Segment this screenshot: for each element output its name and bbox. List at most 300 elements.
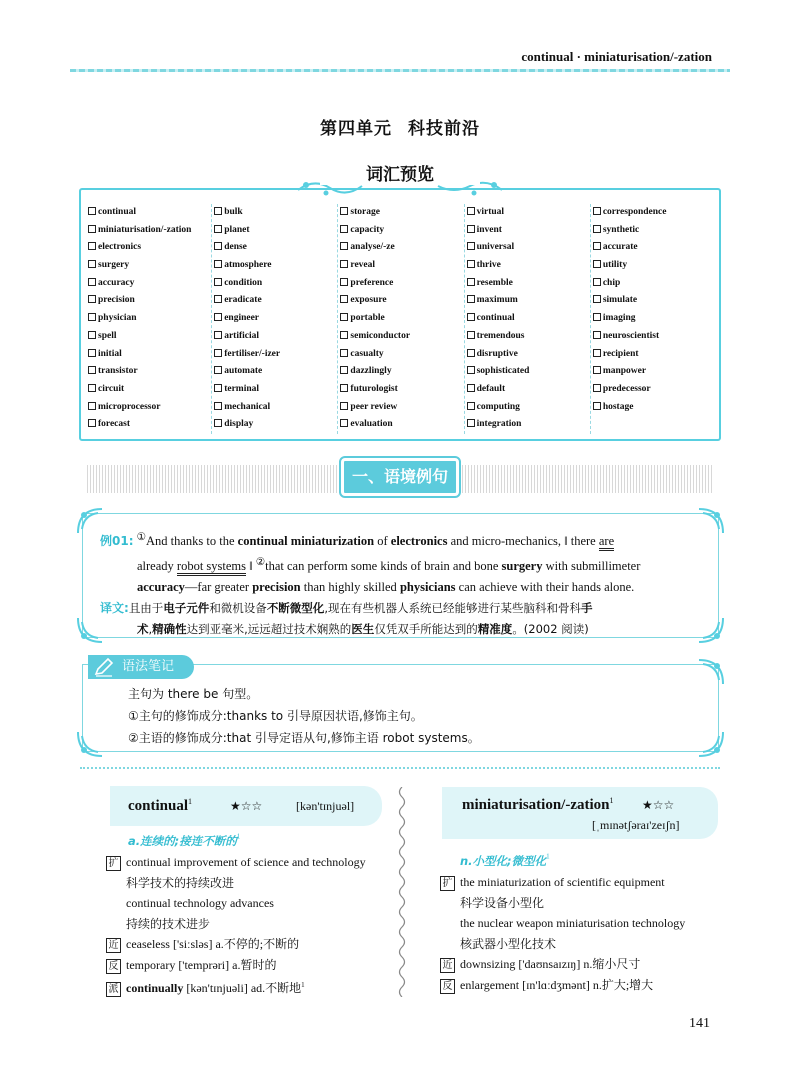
- vocab-item: [214, 239, 337, 257]
- checkbox-icon[interactable]: [593, 260, 601, 268]
- tag-extend: 扩: [106, 856, 121, 871]
- vocab-item: [593, 399, 716, 417]
- key-word: physicians: [399, 580, 456, 595]
- headword-text: continual: [128, 798, 189, 814]
- key-word: precision: [252, 580, 301, 595]
- underlined-subject: robot systems: [177, 559, 246, 576]
- headword-sup: 1: [188, 797, 193, 806]
- vocab-word: futurologist: [350, 383, 398, 394]
- vocab-item: [593, 328, 716, 346]
- vocab-item: [88, 381, 211, 399]
- entry-body-continual: [106, 852, 366, 999]
- vocab-item: [340, 292, 463, 310]
- vocab-word: predecessor: [602, 383, 651, 394]
- vocab-word: imaging: [602, 313, 636, 324]
- vocab-word: circuit: [98, 383, 125, 394]
- key-word: 电子元件: [163, 601, 210, 616]
- entry-header-continual: [110, 786, 382, 826]
- wavy-divider-icon: [396, 787, 408, 997]
- vocab-word: engineer: [224, 313, 260, 324]
- vocab-word: continual: [98, 207, 137, 217]
- vocab-item: [593, 292, 716, 310]
- vocab-item: [467, 257, 590, 275]
- checkbox-icon[interactable]: [593, 242, 601, 250]
- vocab-item: [467, 275, 590, 293]
- vocab-word: portable: [350, 313, 385, 324]
- vocab-item: [593, 222, 716, 240]
- tag-synonym: 近: [440, 958, 455, 973]
- checkbox-icon[interactable]: [467, 278, 475, 286]
- vocab-item: [214, 328, 337, 346]
- vocab-item: [214, 204, 337, 222]
- checkbox-icon[interactable]: [340, 242, 348, 250]
- checkbox-icon[interactable]: [88, 242, 96, 250]
- header-rule: [70, 69, 730, 72]
- vocab-item: [340, 399, 463, 417]
- vocab-word: evaluation: [350, 419, 393, 430]
- vocab-word: spell: [98, 330, 117, 341]
- checkbox-icon[interactable]: [593, 384, 601, 392]
- definition-text: n.小型化;微型化: [460, 854, 547, 868]
- vocab-column: [338, 204, 464, 434]
- checkbox-icon[interactable]: [88, 278, 96, 286]
- key-word: 医生: [351, 622, 375, 637]
- key-word: 精确性: [152, 622, 187, 637]
- vocab-item: [593, 257, 716, 275]
- unit-label: 第四单元: [320, 119, 392, 139]
- vocab-word: miniaturisation/-zation: [98, 224, 192, 235]
- vocab-item: [340, 239, 463, 257]
- vocab-item: [88, 239, 211, 257]
- vocab-item: [340, 204, 463, 222]
- vocab-word: chip: [602, 277, 621, 288]
- vocab-word: transistor: [98, 366, 138, 377]
- vocab-item: [88, 310, 211, 328]
- checkbox-icon[interactable]: [340, 313, 348, 321]
- vocab-item: [88, 222, 211, 240]
- checkbox-icon[interactable]: [88, 349, 96, 357]
- example-line-1: [100, 527, 640, 552]
- vocab-word: precision: [98, 295, 135, 306]
- vocab-word: dazzlingly: [350, 366, 392, 377]
- corner-ornament-icon: [697, 658, 725, 686]
- example-label: 例01:: [100, 534, 134, 549]
- text-frag: 达到亚毫米,远远超过技术娴熟的: [186, 622, 352, 637]
- vocab-word: maximum: [476, 295, 518, 306]
- vocab-item: [88, 346, 211, 364]
- checkbox-icon[interactable]: [467, 260, 475, 268]
- ext-translation: 持续的技术进步: [126, 916, 211, 931]
- vocab-word: semiconductor: [350, 330, 411, 341]
- vocab-item: [593, 204, 716, 222]
- vocab-word: planet: [224, 224, 250, 235]
- checkbox-icon[interactable]: [214, 419, 222, 427]
- derivative-sup: 1: [301, 981, 305, 989]
- key-phrase: continual miniaturization: [237, 534, 375, 549]
- checkbox-icon[interactable]: [340, 278, 348, 286]
- text-frag: 。(2002 阅读): [512, 622, 589, 637]
- tag-antonym: 反: [440, 979, 455, 994]
- checkbox-icon[interactable]: [467, 295, 475, 303]
- vocab-word: casualty: [350, 348, 384, 359]
- ext-phrase: the miniaturization of scientific equipment: [460, 875, 665, 889]
- vocab-word: storage: [350, 207, 380, 217]
- text-frag: 且由于: [128, 601, 164, 616]
- vocab-word: correspondence: [602, 207, 667, 217]
- vocab-word: manpower: [602, 366, 647, 377]
- corner-ornament-icon: [697, 616, 725, 644]
- vocab-item: [593, 239, 716, 257]
- running-header: continual · miniaturisation/-zation: [521, 49, 712, 64]
- checkbox-icon[interactable]: [88, 366, 96, 374]
- checkbox-icon[interactable]: [214, 313, 222, 321]
- vocab-item: [214, 292, 337, 310]
- vocab-item: [340, 381, 463, 399]
- vocab-word: synthetic: [602, 224, 640, 235]
- text-frag: 仅凭双手所能达到的: [374, 622, 478, 637]
- vocab-item: [467, 292, 590, 310]
- ext-phrase: the nuclear weapon miniaturisation technology: [460, 916, 686, 930]
- vocab-word: reveal: [350, 260, 376, 271]
- text-frag: than highly skilled: [300, 580, 400, 595]
- vocab-word: default: [476, 383, 506, 394]
- checkbox-icon[interactable]: [340, 402, 348, 410]
- vocab-word: eradicate: [224, 295, 262, 306]
- checkbox-icon[interactable]: [340, 419, 348, 427]
- checkbox-icon[interactable]: [340, 260, 348, 268]
- pencil-icon: [93, 657, 115, 677]
- section-divider: [80, 767, 720, 769]
- vocab-item: [214, 275, 337, 293]
- checkbox-icon[interactable]: [340, 225, 348, 233]
- section-title: 一、语境例句: [341, 458, 459, 496]
- checkbox-icon[interactable]: [88, 225, 96, 233]
- checkbox-icon[interactable]: [340, 384, 348, 392]
- grammar-line-1: 主句为 there be 句型。: [128, 687, 259, 701]
- key-word: 不断微型化: [266, 601, 325, 616]
- vocab-item: [467, 346, 590, 364]
- checkbox-icon[interactable]: [593, 207, 601, 215]
- text-frag: and micro-mechanics, ‖ there: [447, 534, 599, 549]
- tag-extend: 扩: [440, 876, 455, 891]
- checkbox-icon[interactable]: [88, 313, 96, 321]
- checkbox-icon[interactable]: [88, 260, 96, 268]
- vocab-word: virtual: [476, 207, 505, 217]
- text-frag: already: [137, 559, 177, 574]
- checkbox-icon[interactable]: [88, 331, 96, 339]
- corner-ornament-icon: [697, 507, 725, 535]
- checkbox-icon[interactable]: [214, 207, 222, 215]
- vocab-word: terminal: [224, 383, 260, 394]
- derivative-word: continually: [126, 981, 184, 995]
- vocab-item: [214, 399, 337, 417]
- vocab-item: [88, 363, 211, 381]
- synonym: ceaseless ['siːsləs] a.不停的;不断的: [126, 937, 300, 951]
- definition-sup: 1: [546, 852, 550, 861]
- checkbox-icon[interactable]: [593, 366, 601, 374]
- vocab-word: preference: [350, 277, 394, 288]
- checkbox-icon[interactable]: [214, 331, 222, 339]
- text-frag: ,现在有些机器人系统已经能够进行某些脑科和骨科: [324, 601, 581, 616]
- vocab-word: peer review: [350, 401, 398, 412]
- headword: [128, 797, 192, 815]
- entry-header-miniaturisation: [442, 787, 718, 839]
- antonym: enlargement [ɪn'lɑːdʒmənt] n.扩大;增大: [460, 977, 654, 992]
- checkbox-icon[interactable]: [214, 278, 222, 286]
- grammar-note-tab: 语法笔记: [88, 655, 194, 679]
- synonym: downsizing ['daʊnsaɪzɪŋ] n.缩小尺寸: [460, 957, 641, 971]
- unit-name: 科技前沿: [408, 119, 480, 139]
- vocab-word: invent: [476, 224, 502, 235]
- example-line-3: [100, 577, 640, 598]
- checkbox-icon[interactable]: [214, 242, 222, 250]
- checkbox-icon[interactable]: [88, 384, 96, 392]
- checkbox-icon[interactable]: [467, 366, 475, 374]
- vocab-item: [593, 346, 716, 364]
- vocab-item: [593, 363, 716, 381]
- key-word: surgery: [501, 559, 543, 574]
- vocab-word: initial: [98, 348, 122, 359]
- vocab-item: [88, 399, 211, 417]
- vocab-item: [340, 328, 463, 346]
- checkbox-icon[interactable]: [467, 242, 475, 250]
- checkbox-icon[interactable]: [467, 313, 475, 321]
- grammar-line-2: ①主句的修饰成分:thanks to 引导原因状语,修饰主句。: [128, 709, 423, 723]
- definition-text: a.连续的;接连不断的: [128, 834, 237, 848]
- vocab-word: accuracy: [98, 277, 135, 288]
- translation-label: 译文:: [100, 601, 129, 616]
- frequency-stars: ★☆☆: [642, 798, 675, 812]
- vocab-heading: 词汇预览: [320, 160, 480, 185]
- tag-derivative: 派: [106, 982, 121, 997]
- text-frag: ,: [148, 622, 153, 637]
- checkbox-icon[interactable]: [467, 349, 475, 357]
- vocab-word: forecast: [98, 419, 131, 430]
- checkbox-icon[interactable]: [340, 349, 348, 357]
- vocab-word: capacity: [350, 224, 385, 235]
- vocab-item: [214, 222, 337, 240]
- headword: [462, 796, 614, 814]
- vocab-item: [467, 416, 590, 434]
- vocab-item: [340, 363, 463, 381]
- vocab-word: utility: [602, 260, 628, 271]
- vocab-word: thrive: [476, 260, 501, 271]
- definition-miniaturisation: [460, 852, 550, 870]
- headword-text: miniaturisation/-zation: [462, 797, 610, 813]
- checkbox-icon[interactable]: [214, 225, 222, 233]
- vocab-item: [467, 363, 590, 381]
- vocab-item: [467, 328, 590, 346]
- text-frag: ‖: [246, 559, 256, 574]
- checkbox-icon[interactable]: [214, 349, 222, 357]
- vocab-column: [86, 204, 212, 434]
- checkbox-icon[interactable]: [467, 384, 475, 392]
- vocab-item: [467, 310, 590, 328]
- text-frag: —far greater: [184, 580, 253, 595]
- unit-title: [0, 114, 800, 139]
- checkbox-icon[interactable]: [88, 402, 96, 410]
- vocab-column: [591, 204, 716, 434]
- vocab-column: [212, 204, 338, 434]
- example-line-2: [100, 552, 640, 577]
- text-frag: 和微机设备: [209, 601, 267, 616]
- grammar-line-3: ②主语的修饰成分:that 引导定语从句,修饰主语 robot systems。: [128, 731, 480, 745]
- ext-phrase: continual technology advances: [126, 896, 274, 910]
- checkbox-icon[interactable]: [340, 366, 348, 374]
- example-block: [100, 527, 640, 640]
- checkbox-icon[interactable]: [214, 260, 222, 268]
- vocab-item: [214, 310, 337, 328]
- checkbox-icon[interactable]: [593, 349, 601, 357]
- vocab-word: accurate: [602, 242, 638, 253]
- key-word: electronics: [390, 534, 448, 549]
- vocab-word: sophisticated: [476, 366, 530, 377]
- vocab-column: [465, 204, 591, 434]
- vocab-word: artificial: [224, 330, 260, 341]
- checkbox-icon[interactable]: [593, 278, 601, 286]
- checkbox-icon[interactable]: [88, 295, 96, 303]
- checkbox-icon[interactable]: [467, 207, 475, 215]
- vocab-word: physician: [98, 313, 137, 324]
- vocab-word: recipient: [602, 348, 639, 359]
- checkbox-icon[interactable]: [340, 295, 348, 303]
- vocab-item: [340, 222, 463, 240]
- vocab-item: [88, 416, 211, 434]
- vocab-item: [340, 310, 463, 328]
- checkbox-icon[interactable]: [593, 225, 601, 233]
- vocab-item: [214, 416, 337, 434]
- vocab-item: [88, 204, 211, 222]
- text-frag: of: [374, 534, 391, 549]
- vocab-item: [214, 363, 337, 381]
- checkbox-icon[interactable]: [593, 295, 601, 303]
- vocab-item: [467, 381, 590, 399]
- vocab-item: [340, 346, 463, 364]
- marker-2: ②: [255, 557, 266, 569]
- vocab-word: simulate: [602, 295, 638, 306]
- vocab-word: integration: [476, 419, 522, 430]
- vocab-item: [467, 204, 590, 222]
- tag-synonym: 近: [106, 938, 121, 953]
- vocab-word: neuroscientist: [602, 330, 660, 341]
- vocab-word: automate: [224, 366, 263, 377]
- vocab-item: [593, 381, 716, 399]
- vocab-word: analyse/-ze: [350, 242, 395, 253]
- checkbox-icon[interactable]: [467, 225, 475, 233]
- vocab-word: exposure: [350, 295, 387, 306]
- vocab-item: [467, 399, 590, 417]
- vocab-item: [88, 328, 211, 346]
- vocab-item: [88, 292, 211, 310]
- vocab-word: electronics: [98, 242, 142, 253]
- vocab-word: disruptive: [476, 348, 518, 359]
- phonetic: [ˌmɪnətʃəraɪ'zeɪʃn]: [592, 818, 680, 832]
- vocab-item: [340, 257, 463, 275]
- ext-translation: 科学技术的持续改进: [126, 875, 235, 890]
- translation-line-1: [100, 598, 640, 619]
- entry-body-miniaturisation: [440, 872, 685, 995]
- checkbox-icon[interactable]: [88, 419, 96, 427]
- key-word: 精准度: [477, 622, 513, 637]
- vocab-word: continual: [476, 313, 515, 324]
- definition-continual: [128, 832, 240, 850]
- vocab-item: [214, 346, 337, 364]
- vocab-item: [214, 257, 337, 275]
- key-word: accuracy: [137, 580, 185, 595]
- checkbox-icon[interactable]: [467, 402, 475, 410]
- vocab-word: tremendous: [476, 330, 525, 341]
- vocab-item: [593, 275, 716, 293]
- key-word: 术: [137, 622, 149, 637]
- headword-sup: 1: [609, 796, 614, 805]
- text-frag: And thanks to the: [145, 534, 238, 549]
- corner-ornament-icon: [76, 730, 104, 758]
- vocab-item: [593, 310, 716, 328]
- vocab-word: surgery: [98, 260, 130, 271]
- vocab-word: display: [224, 419, 254, 430]
- ext-translation: 科学设备小型化: [460, 895, 545, 910]
- checkbox-icon[interactable]: [214, 402, 222, 410]
- vocab-word: universal: [476, 242, 515, 253]
- page-number: 141: [689, 1016, 710, 1031]
- derivative-detail: [kən'tɪnjuəli] ad.不断地: [183, 981, 302, 995]
- checkbox-icon[interactable]: [214, 366, 222, 374]
- ext-phrase: continual improvement of science and technology: [126, 855, 366, 869]
- vocab-word: condition: [224, 277, 263, 288]
- vocab-item: [467, 239, 590, 257]
- checkbox-icon[interactable]: [593, 402, 601, 410]
- checkbox-icon[interactable]: [467, 419, 475, 427]
- key-word: 手: [580, 601, 593, 616]
- checkbox-icon[interactable]: [340, 207, 348, 215]
- checkbox-icon[interactable]: [467, 331, 475, 339]
- vocab-item: [88, 257, 211, 275]
- checkbox-icon[interactable]: [340, 331, 348, 339]
- vocab-item: [467, 222, 590, 240]
- checkbox-icon[interactable]: [593, 313, 601, 321]
- checkbox-icon[interactable]: [88, 207, 96, 215]
- tag-antonym: 反: [106, 959, 121, 974]
- checkbox-icon[interactable]: [214, 295, 222, 303]
- vocab-word: fertiliser/-izer: [224, 348, 281, 359]
- marker-1: ①: [136, 532, 146, 543]
- ext-translation: 核武器小型化技术: [460, 936, 557, 951]
- text-frag: that can perform some kinds of brain and bone: [265, 559, 502, 574]
- vocab-word: atmosphere: [224, 260, 272, 271]
- text-frag: with submillimeter: [542, 559, 641, 574]
- vocab-word: microprocessor: [98, 401, 161, 412]
- vocab-item: [88, 275, 211, 293]
- vocab-word: bulk: [224, 207, 243, 217]
- vocab-item: [340, 416, 463, 434]
- vocab-word: resemble: [476, 277, 513, 288]
- vocab-word: dense: [224, 242, 247, 253]
- vocab-word: mechanical: [224, 401, 271, 412]
- checkbox-icon[interactable]: [593, 331, 601, 339]
- corner-ornament-icon: [697, 730, 725, 758]
- vocab-item: [340, 275, 463, 293]
- checkbox-icon[interactable]: [214, 384, 222, 392]
- text-frag: can achieve with their hands alone.: [455, 580, 635, 595]
- vocab-item: [214, 381, 337, 399]
- vocab-columns: [86, 204, 716, 434]
- phonetic: [kən'tɪnjuəl]: [296, 799, 355, 813]
- translation-line-2: [100, 619, 640, 640]
- antonym: temporary ['temprəri] a.暂时的: [126, 957, 277, 972]
- frequency-stars: ★☆☆: [230, 799, 263, 813]
- underlined-verb: are: [599, 534, 614, 551]
- vocab-word: hostage: [602, 401, 634, 412]
